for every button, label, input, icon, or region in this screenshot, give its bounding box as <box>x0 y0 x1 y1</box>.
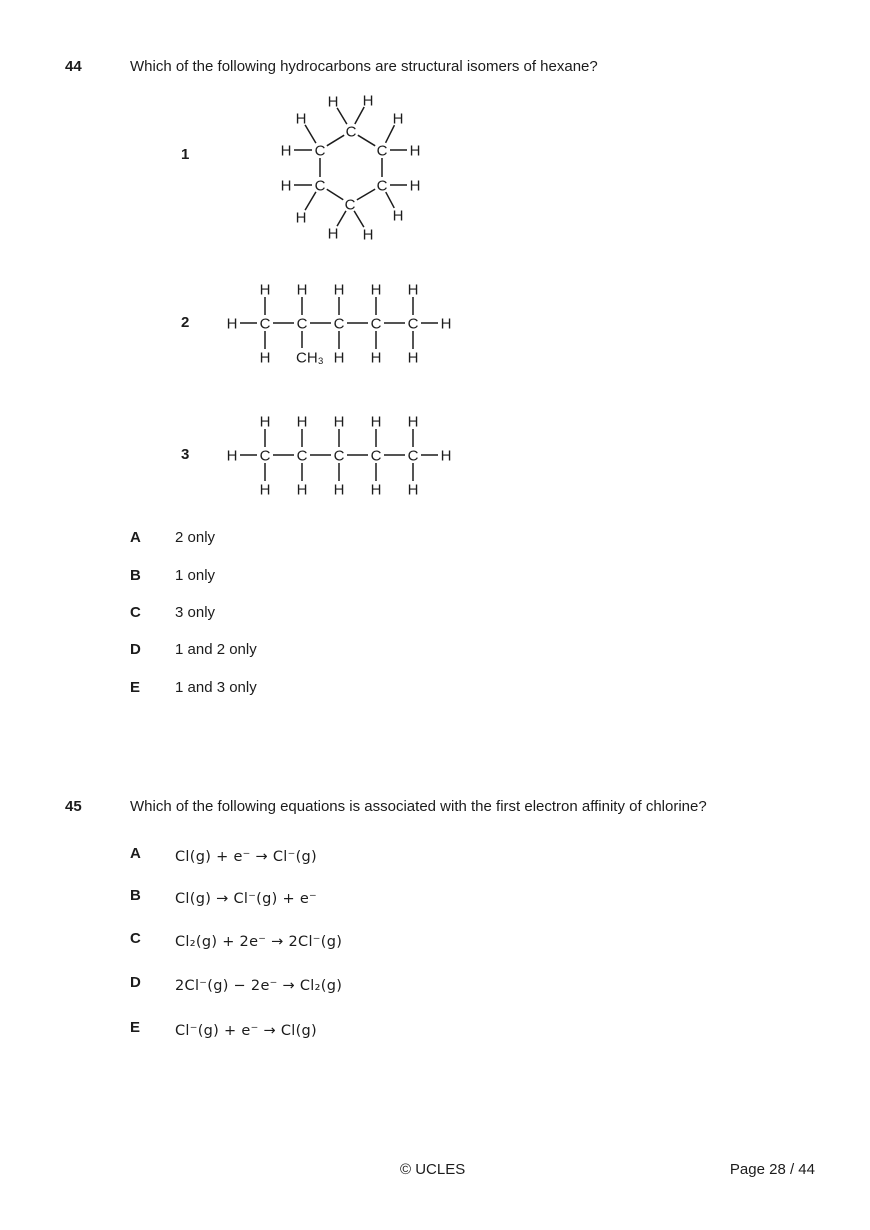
svg-text:CH₃: CH₃ <box>296 349 324 367</box>
option-letter: B <box>130 567 141 584</box>
question-44-text: Which of the following hydrocarbons are structural isomers of hexane? <box>130 58 598 75</box>
svg-text:H: H <box>392 207 404 225</box>
option-row-44b <box>130 568 215 584</box>
svg-text:H: H <box>327 225 339 243</box>
option-row-45e <box>130 1020 317 1040</box>
question-45-text: Which of the following equations is associated with the first electron affinity of chlorine? <box>130 798 707 815</box>
option-letter: A <box>130 529 141 546</box>
svg-text:H: H <box>226 447 238 465</box>
svg-text:H: H <box>362 226 374 244</box>
svg-text:C: C <box>259 315 271 333</box>
svg-text:H: H <box>440 315 452 333</box>
svg-text:C: C <box>296 315 308 333</box>
option-letter: B <box>130 887 141 904</box>
svg-text:C: C <box>333 315 345 333</box>
option-row-45c <box>130 931 342 951</box>
option-row-44c <box>130 605 215 621</box>
option-letter: E <box>130 679 141 696</box>
option-letter: D <box>130 641 141 658</box>
svg-text:H: H <box>333 349 345 367</box>
footer-page-number: Page 28 / 44 <box>729 1161 815 1178</box>
svg-text:H: H <box>370 481 382 499</box>
equation-text: Cl(g) + e⁻ → Cl⁻(g) <box>175 849 318 865</box>
svg-text:H: H <box>226 315 238 333</box>
svg-text:H: H <box>327 93 339 111</box>
svg-text:H: H <box>296 481 308 499</box>
option-letter: C <box>130 930 141 947</box>
structure-diagram-3 <box>218 406 460 507</box>
svg-text:H: H <box>409 177 421 195</box>
structure-diagram-2 <box>218 274 460 375</box>
svg-text:C: C <box>370 315 382 333</box>
option-text: 1 only <box>175 567 216 584</box>
svg-text:C: C <box>296 447 308 465</box>
svg-text:H: H <box>333 281 345 299</box>
structure-diagram-1 <box>268 85 428 253</box>
option-row-45a <box>130 846 317 866</box>
svg-text:H: H <box>370 349 382 367</box>
svg-text:H: H <box>370 413 382 431</box>
option-row-44e <box>130 680 257 696</box>
svg-text:C: C <box>407 315 419 333</box>
svg-text:H: H <box>296 413 308 431</box>
svg-text:H: H <box>259 281 271 299</box>
structure-2-label: 2 <box>181 314 190 331</box>
svg-text:H: H <box>407 349 419 367</box>
equation-text: 2Cl⁻(g) − 2e⁻ → Cl₂(g) <box>175 978 343 994</box>
svg-text:C: C <box>314 177 326 195</box>
option-letter: C <box>130 604 141 621</box>
svg-text:H: H <box>280 177 292 195</box>
equation-text: Cl₂(g) + 2e⁻ → 2Cl⁻(g) <box>175 934 343 950</box>
option-text: 1 and 3 only <box>175 679 257 696</box>
svg-text:H: H <box>333 481 345 499</box>
structure-1-label: 1 <box>181 146 190 163</box>
option-row-45b <box>130 888 317 908</box>
svg-text:H: H <box>333 413 345 431</box>
svg-text:C: C <box>333 447 345 465</box>
svg-text:C: C <box>259 447 271 465</box>
footer-copyright: © UCLES <box>400 1161 466 1178</box>
option-text: 3 only <box>175 604 216 621</box>
svg-text:H: H <box>362 92 374 110</box>
question-44-number: 44 <box>65 58 82 75</box>
svg-text:H: H <box>409 142 421 160</box>
svg-text:H: H <box>295 209 307 227</box>
svg-text:C: C <box>376 142 388 160</box>
svg-text:C: C <box>370 447 382 465</box>
svg-text:H: H <box>407 281 419 299</box>
equation-text: Cl(g) → Cl⁻(g) + e⁻ <box>175 891 318 907</box>
structure-3-label: 3 <box>181 446 190 463</box>
equation-text: Cl⁻(g) + e⁻ → Cl(g) <box>175 1023 318 1039</box>
option-row-45d <box>130 975 342 995</box>
svg-text:H: H <box>259 481 271 499</box>
svg-text:H: H <box>392 110 404 128</box>
question-45-number: 45 <box>65 798 82 815</box>
option-text: 1 and 2 only <box>175 641 257 658</box>
svg-text:C: C <box>345 123 357 141</box>
svg-text:C: C <box>376 177 388 195</box>
option-letter: D <box>130 974 141 991</box>
svg-text:H: H <box>407 413 419 431</box>
svg-text:H: H <box>259 413 271 431</box>
option-letter: E <box>130 1019 141 1036</box>
option-row-44d <box>130 642 257 658</box>
option-row-44a <box>130 530 215 546</box>
svg-text:H: H <box>295 110 307 128</box>
svg-text:H: H <box>259 349 271 367</box>
option-text: 2 only <box>175 529 216 546</box>
svg-text:H: H <box>296 281 308 299</box>
svg-text:C: C <box>344 196 356 214</box>
svg-text:C: C <box>314 142 326 160</box>
svg-text:H: H <box>440 447 452 465</box>
svg-text:C: C <box>407 447 419 465</box>
svg-text:H: H <box>280 142 292 160</box>
svg-text:H: H <box>370 281 382 299</box>
svg-text:H: H <box>407 481 419 499</box>
option-letter: A <box>130 845 141 862</box>
